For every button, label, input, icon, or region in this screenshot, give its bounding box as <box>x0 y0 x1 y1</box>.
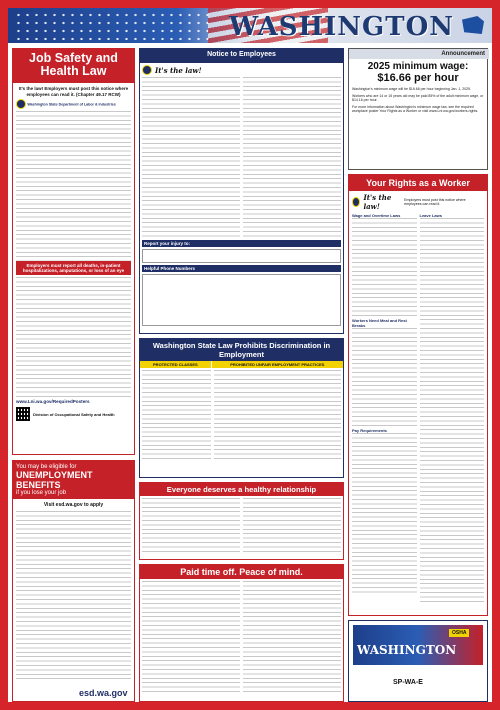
lni-seal-icon <box>142 65 152 75</box>
discrimination-text <box>140 368 343 464</box>
unemployment-line-3: if you lose your job <box>16 490 67 496</box>
column-left <box>12 48 135 702</box>
unemployment-header <box>13 461 134 499</box>
rights-section-breaks: Workers Need Meal and Rest Breaks <box>352 318 407 328</box>
relationship-text <box>140 496 343 554</box>
announcement-panel <box>348 48 488 170</box>
lni-logo <box>16 99 131 109</box>
phone-numbers-field[interactable] <box>142 274 341 326</box>
wage-amount: $16.66 per hour <box>377 72 459 84</box>
poster-sku: SP-WA-E <box>393 679 423 686</box>
wage-text-1: Washington's minimum wage will be $16.66 per hour beginning Jan. 1, 2025. <box>352 87 472 91</box>
flag-stars-graphic <box>14 11 214 40</box>
rights-its-the-law: It's the law! <box>363 193 392 211</box>
paid-time-off-text <box>140 579 343 695</box>
lni-seal-icon <box>16 99 26 109</box>
unemployment-apply: Visit esd.wa.gov to apply <box>43 502 104 508</box>
notice-title: Notice to Employees <box>139 48 344 62</box>
wage-text-3: For more information about Washington's minimum wage law, see the required workplace poster Your Rights as a Worker or visit www.Lni.wa.gov/workers-rights. <box>352 104 479 114</box>
dosh-label: Division of Occupational Safety and Health <box>33 411 115 417</box>
required-posters-link[interactable]: www.Lni.wa.gov/RequiredPosters <box>16 399 90 405</box>
footer-panel <box>348 620 488 702</box>
unemployment-text <box>16 511 131 681</box>
notice-its-the-law: It's the law! <box>155 65 202 75</box>
qr-code-icon <box>16 407 30 421</box>
wage-text-2: Workers who are 14 or 15 years old may be paid 85% of the adult minimum wage, or $14.16 per hour. <box>352 93 484 103</box>
paid-time-off-panel <box>139 564 344 702</box>
osha-badge: OSHA <box>449 629 469 637</box>
poster-header <box>8 8 492 43</box>
notice-law-row <box>142 65 341 75</box>
job-safety-title: Job Safety and Health Law <box>12 48 135 82</box>
washington-map-icon <box>462 16 484 34</box>
reporting-strip: Employers must report all deaths, in-patient hospitalizations, amputations, or loss of an eye <box>16 261 131 275</box>
esd-logo[interactable]: esd.wa.gov <box>79 688 128 698</box>
protected-classes-header: PROTECTED CLASSES <box>140 361 211 368</box>
rights-panel <box>348 174 488 616</box>
rights-columns <box>349 213 487 604</box>
discrimination-title: Washington State Law Prohibits Discrimination in Employment <box>140 339 343 361</box>
job-safety-subtitle: It's the law! Employers must post this notice where employees can read it. (Chapter 49.17 RCW) <box>18 86 129 97</box>
notice-panel <box>139 62 344 334</box>
injury-report-band: Report your injury to: <box>142 240 341 247</box>
job-safety-text-block-2 <box>16 277 131 397</box>
rights-title: Your Rights as a Worker <box>349 175 487 191</box>
paid-time-off-title: Paid time off. Peace of mind. <box>140 565 343 579</box>
relationship-panel <box>139 482 344 560</box>
unemployment-panel <box>12 460 135 702</box>
prohibited-practices-header: PROHIBITED UNFAIR EMPLOYMENT PRACTICES <box>212 361 343 368</box>
job-safety-text-block-1 <box>16 111 131 261</box>
rights-section-pay: Pay Requirements <box>352 428 387 433</box>
column-right <box>348 48 488 702</box>
relationship-title: Everyone deserves a healthy relationship <box>140 483 343 496</box>
help-phone-band: Helpful Phone Numbers <box>142 265 341 272</box>
announcement-label: Announcement <box>349 49 489 59</box>
unemployment-line-1: You may be eligible for <box>16 464 77 470</box>
discrimination-panel <box>139 338 344 478</box>
footer-state: WASHINGTON <box>357 643 457 657</box>
notice-text-columns <box>142 77 341 237</box>
rights-law-row <box>349 191 487 213</box>
wage-title: 2025 minimum wage: <box>367 61 469 72</box>
lni-seal-icon <box>352 197 360 207</box>
discrimination-columns-header <box>140 361 343 368</box>
state-title: WASHINGTON <box>229 12 454 42</box>
rights-section-leave: Leave Laws <box>419 213 442 218</box>
rights-subtitle: Employers must post this notice where employees can read it. <box>404 197 466 206</box>
column-middle <box>139 48 344 702</box>
poster-inner <box>8 8 492 702</box>
unemployment-line-2: UNEMPLOYMENT BENEFITS <box>16 470 93 490</box>
rights-right-column <box>420 213 485 604</box>
job-safety-panel <box>12 82 135 455</box>
dosh-footer <box>16 407 131 421</box>
rights-left-column <box>352 213 417 604</box>
injury-report-field[interactable] <box>142 249 341 263</box>
lni-agency-name: Washington State Department of Labor & Industries <box>27 102 116 107</box>
rights-section-wage: Wage and Overtime Laws <box>352 213 401 218</box>
